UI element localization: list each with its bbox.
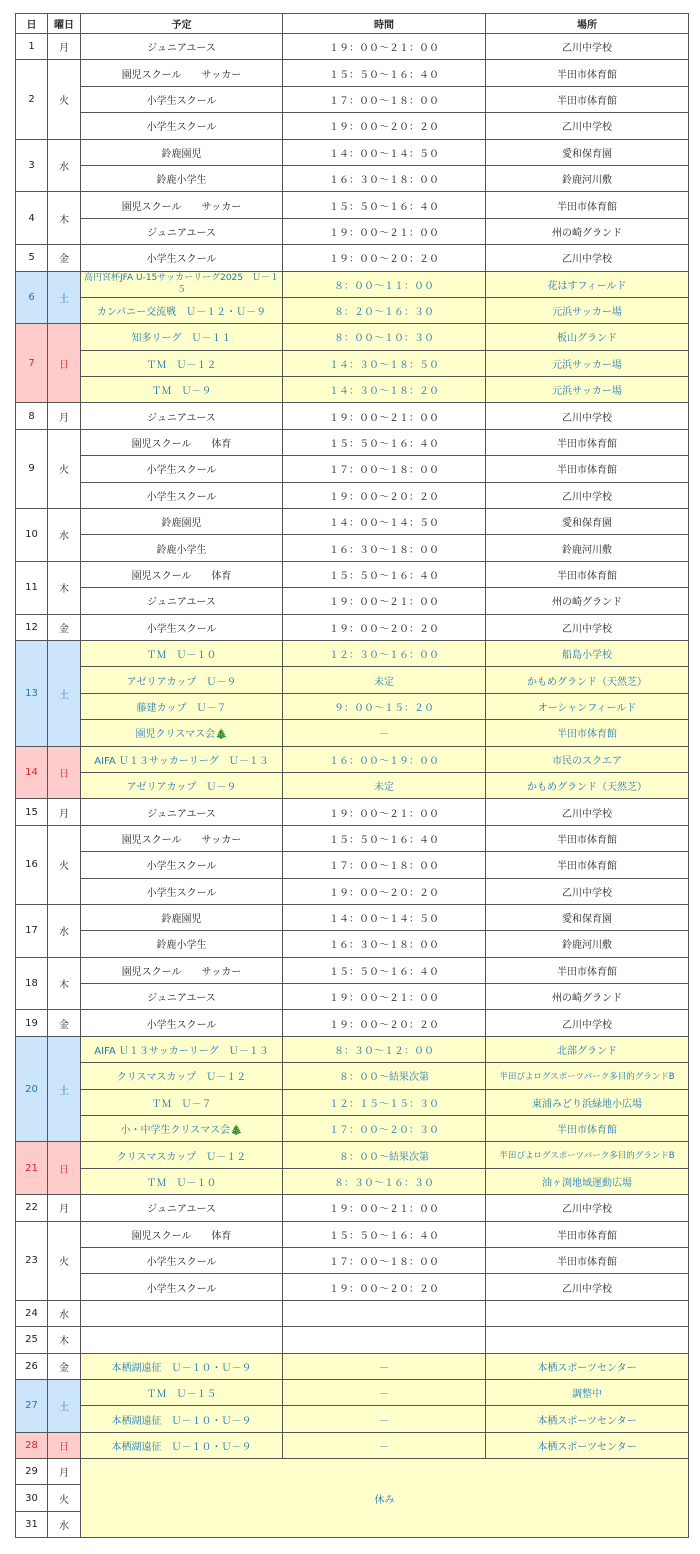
- event-cell: 鈴鹿小学生: [81, 535, 283, 561]
- place-cell: 鈴鹿河川敷: [486, 165, 689, 191]
- time-cell: －: [283, 1379, 486, 1405]
- header-place: 場所: [486, 14, 689, 34]
- place-cell: 半田市体育館: [486, 192, 689, 218]
- place-cell: 半田市体育館: [486, 60, 689, 86]
- day-number: 10: [16, 509, 48, 562]
- schedule-row: [16, 878, 689, 904]
- time-cell: １４：３０〜１８：２０: [283, 377, 486, 403]
- schedule-row: [16, 482, 689, 508]
- event-cell: 鈴鹿園児: [81, 139, 283, 165]
- schedule-row: [16, 350, 689, 376]
- weekday-label: 日: [48, 1142, 81, 1195]
- time-cell: ８：００〜１０：３０: [283, 324, 486, 350]
- schedule-row: [16, 799, 689, 825]
- event-cell: 園児スクール 体育: [81, 561, 283, 587]
- schedule-row: [16, 1274, 689, 1300]
- schedule-row: [16, 561, 689, 587]
- time-cell: １９：００〜２０：２０: [283, 245, 486, 271]
- event-cell: 小学生スクール: [81, 1247, 283, 1273]
- place-cell: 東浦みどり浜緑地小広場: [486, 1089, 689, 1115]
- event-cell: 園児スクール サッカー: [81, 192, 283, 218]
- place-cell: 半田市体育館: [486, 852, 689, 878]
- day-number: 13: [16, 640, 48, 746]
- day-number: 4: [16, 192, 48, 245]
- event-cell: 小学生スクール: [81, 482, 283, 508]
- place-cell: 州の崎グランド: [486, 588, 689, 614]
- schedule-row: [16, 1195, 689, 1221]
- time-cell: ８：００〜結果次第: [283, 1063, 486, 1089]
- schedule-row: [16, 1221, 689, 1247]
- schedule-row: [16, 852, 689, 878]
- weekday-label: 金: [48, 614, 81, 640]
- time-cell: １６：００〜１９：００: [283, 746, 486, 772]
- time-cell: １５：５０〜１６：４０: [283, 60, 486, 86]
- schedule-row: [16, 1432, 689, 1458]
- place-cell: 乙川中学校: [486, 799, 689, 825]
- place-cell: 元浜サッカー場: [486, 297, 689, 323]
- place-cell: 乙川中学校: [486, 1274, 689, 1300]
- weekday-label: 水: [48, 509, 81, 562]
- schedule-row: [16, 297, 689, 323]
- header-day: 日: [16, 14, 48, 34]
- weekday-label: 水: [48, 1300, 81, 1326]
- schedule-row: [16, 192, 689, 218]
- weekday-label: 土: [48, 1036, 81, 1142]
- place-cell: 鈴鹿河川敷: [486, 931, 689, 957]
- place-cell: 州の崎グランド: [486, 218, 689, 244]
- time-cell: １９：００〜２０：２０: [283, 1274, 486, 1300]
- schedule-row: [16, 60, 689, 86]
- day-number: 31: [16, 1511, 48, 1537]
- time-cell: １７：００〜２０：３０: [283, 1116, 486, 1142]
- weekday-label: 火: [48, 429, 81, 508]
- time-cell: 未定: [283, 667, 486, 693]
- event-cell: ＴＭ Ｕ－１０: [81, 1168, 283, 1194]
- schedule-row: [16, 1379, 689, 1405]
- event-cell: 本栖湖遠征 Ｕ－１０・Ｕ－９: [81, 1353, 283, 1379]
- event-cell: ＴＭ Ｕ－１０: [81, 640, 283, 666]
- day-number: 6: [16, 271, 48, 324]
- schedule-row: [16, 588, 689, 614]
- weekday-label: 月: [48, 799, 81, 825]
- header-time: 時間: [283, 14, 486, 34]
- event-cell: 園児スクール 体育: [81, 1221, 283, 1247]
- time-cell: １９：００〜２１：００: [283, 218, 486, 244]
- time-cell: １２：１５〜１５：３０: [283, 1089, 486, 1115]
- event-cell: 園児スクール サッカー: [81, 825, 283, 851]
- event-cell: 小学生スクール: [81, 1010, 283, 1036]
- time-cell: １４：００〜１４：５０: [283, 509, 486, 535]
- day-number: 16: [16, 825, 48, 904]
- rest-cell: 休み: [81, 1459, 689, 1538]
- schedule-row: [16, 984, 689, 1010]
- event-cell: [81, 1327, 283, 1353]
- place-cell: 北部グランド: [486, 1036, 689, 1062]
- day-number: 8: [16, 403, 48, 429]
- place-cell: 愛和保育園: [486, 509, 689, 535]
- time-cell: １４：００〜１４：５０: [283, 139, 486, 165]
- weekday-label: 水: [48, 1511, 81, 1537]
- place-cell: 乙川中学校: [486, 878, 689, 904]
- place-cell: 半田市体育館: [486, 720, 689, 746]
- time-cell: １９：００〜２１：００: [283, 984, 486, 1010]
- place-cell: 半田市体育館: [486, 1247, 689, 1273]
- event-cell: 小学生スクール: [81, 614, 283, 640]
- time-cell: １９：００〜２０：２０: [283, 878, 486, 904]
- schedule-row: [16, 1406, 689, 1432]
- event-cell: 小学生スクール: [81, 456, 283, 482]
- schedule-table: [15, 13, 689, 1538]
- place-cell: 本栖スポーツセンター: [486, 1432, 689, 1458]
- event-cell: ＴＭ Ｕ－９: [81, 377, 283, 403]
- place-cell: オーシャンフィールド: [486, 693, 689, 719]
- event-cell: ジュニアユース: [81, 799, 283, 825]
- event-cell: 小学生スクール: [81, 86, 283, 112]
- event-cell: 小学生スクール: [81, 113, 283, 139]
- day-number: 5: [16, 245, 48, 271]
- schedule-row: [16, 324, 689, 350]
- place-cell: 乙川中学校: [486, 113, 689, 139]
- schedule-row: [16, 957, 689, 983]
- weekday-label: 水: [48, 139, 81, 192]
- event-cell: 鈴鹿小学生: [81, 165, 283, 191]
- time-cell: １７：００〜１８：００: [283, 1247, 486, 1273]
- place-cell: 乙川中学校: [486, 403, 689, 429]
- place-cell: 乙川中学校: [486, 614, 689, 640]
- day-number: 15: [16, 799, 48, 825]
- schedule-row: [16, 1089, 689, 1115]
- event-cell: アゼリアカップ Ｕ－９: [81, 667, 283, 693]
- place-cell: 板山グランド: [486, 324, 689, 350]
- place-cell: 半田市体育館: [486, 429, 689, 455]
- weekday-label: 木: [48, 192, 81, 245]
- time-cell: １９：００〜２０：２０: [283, 614, 486, 640]
- day-number: 23: [16, 1221, 48, 1300]
- day-number: 11: [16, 561, 48, 614]
- place-cell: 本栖スポーツセンター: [486, 1406, 689, 1432]
- place-cell: 乙川中学校: [486, 1010, 689, 1036]
- day-number: 14: [16, 746, 48, 799]
- event-cell: [81, 1300, 283, 1326]
- place-cell: 鈴鹿河川敷: [486, 535, 689, 561]
- day-number: 25: [16, 1327, 48, 1353]
- place-cell: 半田市体育館: [486, 86, 689, 112]
- place-cell: 愛和保育園: [486, 139, 689, 165]
- schedule-row: [16, 1353, 689, 1379]
- event-cell: 鈴鹿園児: [81, 904, 283, 930]
- event-cell: ＴＭ Ｕ－１２: [81, 350, 283, 376]
- event-cell: 本栖湖遠征 Ｕ－１０・Ｕ－９: [81, 1432, 283, 1458]
- schedule-row: [16, 535, 689, 561]
- place-cell: 船島小学校: [486, 640, 689, 666]
- schedule-row: [16, 403, 689, 429]
- event-cell: クリスマスカップ Ｕ－１２: [81, 1063, 283, 1089]
- schedule-row: [16, 1036, 689, 1062]
- event-cell: 高円宮杯JFA U-15サッカーリーグ2025 Ｕ－１５: [81, 271, 283, 297]
- weekday-label: 金: [48, 1353, 81, 1379]
- event-cell: AIFA Ｕ１３サッカーリーグ Ｕ－１３: [81, 1036, 283, 1062]
- place-cell: 乙川中学校: [486, 34, 689, 60]
- time-cell: １６：３０〜１８：００: [283, 931, 486, 957]
- place-cell: 乙川中学校: [486, 245, 689, 271]
- weekday-label: 水: [48, 904, 81, 957]
- day-number: 27: [16, 1379, 48, 1432]
- schedule-row: [16, 746, 689, 772]
- time-cell: １９：００〜２１：００: [283, 1195, 486, 1221]
- place-cell: 油ヶ渕地域運動広場: [486, 1168, 689, 1194]
- weekday-label: 土: [48, 1379, 81, 1432]
- place-cell: 半田市体育館: [486, 957, 689, 983]
- time-cell: －: [283, 720, 486, 746]
- day-number: 28: [16, 1432, 48, 1458]
- place-cell: 半田市体育館: [486, 1221, 689, 1247]
- place-cell: 愛和保育園: [486, 904, 689, 930]
- day-number: 3: [16, 139, 48, 192]
- event-cell: 藤建カップ Ｕ－７: [81, 693, 283, 719]
- time-cell: ８：３０〜１６：３０: [283, 1168, 486, 1194]
- time-cell: １９：００〜２１：００: [283, 34, 486, 60]
- day-number: 30: [16, 1485, 48, 1511]
- schedule-row: [16, 456, 689, 482]
- time-cell: １９：００〜２１：００: [283, 588, 486, 614]
- weekday-label: 月: [48, 403, 81, 429]
- place-cell: 乙川中学校: [486, 1195, 689, 1221]
- place-cell: 乙川中学校: [486, 482, 689, 508]
- time-cell: －: [283, 1432, 486, 1458]
- event-cell: アゼリアカップ Ｕ－９: [81, 772, 283, 798]
- place-cell: 半田市体育館: [486, 825, 689, 851]
- event-cell: 園児スクール サッカー: [81, 60, 283, 86]
- weekday-label: 木: [48, 1327, 81, 1353]
- time-cell: １７：００〜１８：００: [283, 456, 486, 482]
- day-number: 19: [16, 1010, 48, 1036]
- event-cell: AIFA Ｕ１３サッカーリーグ Ｕ－１３: [81, 746, 283, 772]
- time-cell: １５：５０〜１６：４０: [283, 957, 486, 983]
- weekday-label: 火: [48, 825, 81, 904]
- time-cell: １４：３０〜１８：５０: [283, 350, 486, 376]
- header-weekday: 曜日: [48, 14, 81, 34]
- place-cell: 半田市体育館: [486, 561, 689, 587]
- event-cell: 小・中学生クリスマス会🎄: [81, 1116, 283, 1142]
- schedule-row: [16, 218, 689, 244]
- weekday-label: 火: [48, 1221, 81, 1300]
- schedule-row: [16, 165, 689, 191]
- header-row: [16, 14, 689, 34]
- event-cell: クリスマスカップ Ｕ－１２: [81, 1142, 283, 1168]
- weekday-label: 金: [48, 1010, 81, 1036]
- schedule-row: [16, 640, 689, 666]
- time-cell: １５：５０〜１６：４０: [283, 192, 486, 218]
- weekday-label: 木: [48, 561, 81, 614]
- day-number: 7: [16, 324, 48, 403]
- day-number: 1: [16, 34, 48, 60]
- schedule-row: [16, 1142, 689, 1168]
- place-cell: 市民のスクエア: [486, 746, 689, 772]
- weekday-label: 金: [48, 245, 81, 271]
- day-number: 26: [16, 1353, 48, 1379]
- schedule-row: [16, 113, 689, 139]
- day-number: 22: [16, 1195, 48, 1221]
- time-cell: －: [283, 1353, 486, 1379]
- place-cell: [486, 1327, 689, 1353]
- schedule-row: [16, 825, 689, 851]
- place-cell: 調整中: [486, 1379, 689, 1405]
- schedule-row: [16, 1300, 689, 1326]
- place-cell: 花はすフィールド: [486, 271, 689, 297]
- event-cell: ジュニアユース: [81, 1195, 283, 1221]
- time-cell: １６：３０〜１８：００: [283, 535, 486, 561]
- event-cell: 小学生スクール: [81, 852, 283, 878]
- place-cell: かもめグランド（天然芝）: [486, 667, 689, 693]
- day-number: 2: [16, 60, 48, 139]
- time-cell: ９：００〜１５：２０: [283, 693, 486, 719]
- schedule-wrapper: [15, 13, 689, 1538]
- day-number: 9: [16, 429, 48, 508]
- weekday-label: 土: [48, 640, 81, 746]
- schedule-row: [16, 86, 689, 112]
- event-cell: ジュニアユース: [81, 588, 283, 614]
- event-cell: ジュニアユース: [81, 218, 283, 244]
- event-cell: ＴＭ Ｕ－１５: [81, 1379, 283, 1405]
- weekday-label: 月: [48, 1459, 81, 1485]
- time-cell: １９：００〜２０：２０: [283, 482, 486, 508]
- day-number: 29: [16, 1459, 48, 1485]
- time-cell: １７：００〜１８：００: [283, 86, 486, 112]
- schedule-row: [16, 139, 689, 165]
- day-number: 21: [16, 1142, 48, 1195]
- time-cell: １９：００〜２０：２０: [283, 1010, 486, 1036]
- time-cell: １９：００〜２１：００: [283, 403, 486, 429]
- schedule-row: [16, 693, 689, 719]
- weekday-label: 日: [48, 1432, 81, 1458]
- time-cell: ８：３０〜１２：００: [283, 1036, 486, 1062]
- day-number: 24: [16, 1300, 48, 1326]
- time-cell: １２：３０〜１６：００: [283, 640, 486, 666]
- time-cell: [283, 1327, 486, 1353]
- schedule-row: [16, 509, 689, 535]
- schedule-row: [16, 931, 689, 957]
- time-cell: ８：２０〜１６：３０: [283, 297, 486, 323]
- time-cell: １６：３０〜１８：００: [283, 165, 486, 191]
- event-cell: ＴＭ Ｕ－７: [81, 1089, 283, 1115]
- time-cell: ８：００〜１１：００: [283, 271, 486, 297]
- time-cell: １５：５０〜１６：４０: [283, 825, 486, 851]
- event-cell: 本栖湖遠征 Ｕ－１０・Ｕ－９: [81, 1406, 283, 1432]
- time-cell: １５：５０〜１６：４０: [283, 561, 486, 587]
- place-cell: かもめグランド（天然芝）: [486, 772, 689, 798]
- place-cell: 元浜サッカー場: [486, 377, 689, 403]
- day-number: 18: [16, 957, 48, 1010]
- schedule-row: [16, 1247, 689, 1273]
- day-number: 17: [16, 904, 48, 957]
- event-cell: 知多リーグ Ｕ－１１: [81, 324, 283, 350]
- time-cell: －: [283, 1406, 486, 1432]
- schedule-row: [16, 1063, 689, 1089]
- event-cell: カンパニー交流戦 Ｕ－１２・Ｕ－９: [81, 297, 283, 323]
- schedule-body: [16, 34, 689, 1538]
- place-cell: 半田ぴよログスポーツパーク多目的グランドB: [486, 1142, 689, 1168]
- event-cell: 鈴鹿園児: [81, 509, 283, 535]
- weekday-label: 月: [48, 34, 81, 60]
- weekday-label: 日: [48, 324, 81, 403]
- place-cell: 本栖スポーツセンター: [486, 1353, 689, 1379]
- event-cell: ジュニアユース: [81, 34, 283, 60]
- place-cell: 半田市体育館: [486, 456, 689, 482]
- event-cell: 小学生スクール: [81, 1274, 283, 1300]
- time-cell: １４：００〜１４：５０: [283, 904, 486, 930]
- schedule-row: [16, 1010, 689, 1036]
- schedule-row: [16, 429, 689, 455]
- place-cell: 州の崎グランド: [486, 984, 689, 1010]
- weekday-label: 月: [48, 1195, 81, 1221]
- schedule-row: [16, 720, 689, 746]
- schedule-row: [16, 245, 689, 271]
- schedule-row: [16, 667, 689, 693]
- place-cell: 半田ぴよログスポーツパーク多目的グランドB: [486, 1063, 689, 1089]
- schedule-row: [16, 1168, 689, 1194]
- weekday-label: 木: [48, 957, 81, 1010]
- time-cell: [283, 1300, 486, 1326]
- time-cell: ８：００〜結果次第: [283, 1142, 486, 1168]
- schedule-row: [16, 614, 689, 640]
- time-cell: １９：００〜２１：００: [283, 799, 486, 825]
- day-number: 20: [16, 1036, 48, 1142]
- event-cell: 小学生スクール: [81, 245, 283, 271]
- event-cell: 園児スクール サッカー: [81, 957, 283, 983]
- schedule-row: [16, 377, 689, 403]
- event-cell: ジュニアユース: [81, 403, 283, 429]
- weekday-label: 火: [48, 60, 81, 139]
- day-number: 12: [16, 614, 48, 640]
- time-cell: １５：５０〜１６：４０: [283, 429, 486, 455]
- event-cell: ジュニアユース: [81, 984, 283, 1010]
- schedule-row: [16, 772, 689, 798]
- schedule-row: [16, 34, 689, 60]
- header-event: 予定: [81, 14, 283, 34]
- time-cell: 未定: [283, 772, 486, 798]
- event-cell: 園児クリスマス会🎄: [81, 720, 283, 746]
- event-cell: 小学生スクール: [81, 878, 283, 904]
- place-cell: 元浜サッカー場: [486, 350, 689, 376]
- weekday-label: 日: [48, 746, 81, 799]
- schedule-row: [16, 1459, 689, 1485]
- schedule-row: [16, 904, 689, 930]
- schedule-row: [16, 1327, 689, 1353]
- time-cell: １７：００〜１８：００: [283, 852, 486, 878]
- place-cell: [486, 1300, 689, 1326]
- time-cell: １９：００〜２０：２０: [283, 113, 486, 139]
- place-cell: 半田市体育館: [486, 1116, 689, 1142]
- schedule-row: [16, 271, 689, 297]
- event-cell: 鈴鹿小学生: [81, 931, 283, 957]
- weekday-label: 火: [48, 1485, 81, 1511]
- event-cell: 園児スクール 体育: [81, 429, 283, 455]
- schedule-row: [16, 1116, 689, 1142]
- time-cell: １５：５０〜１６：４０: [283, 1221, 486, 1247]
- weekday-label: 土: [48, 271, 81, 324]
